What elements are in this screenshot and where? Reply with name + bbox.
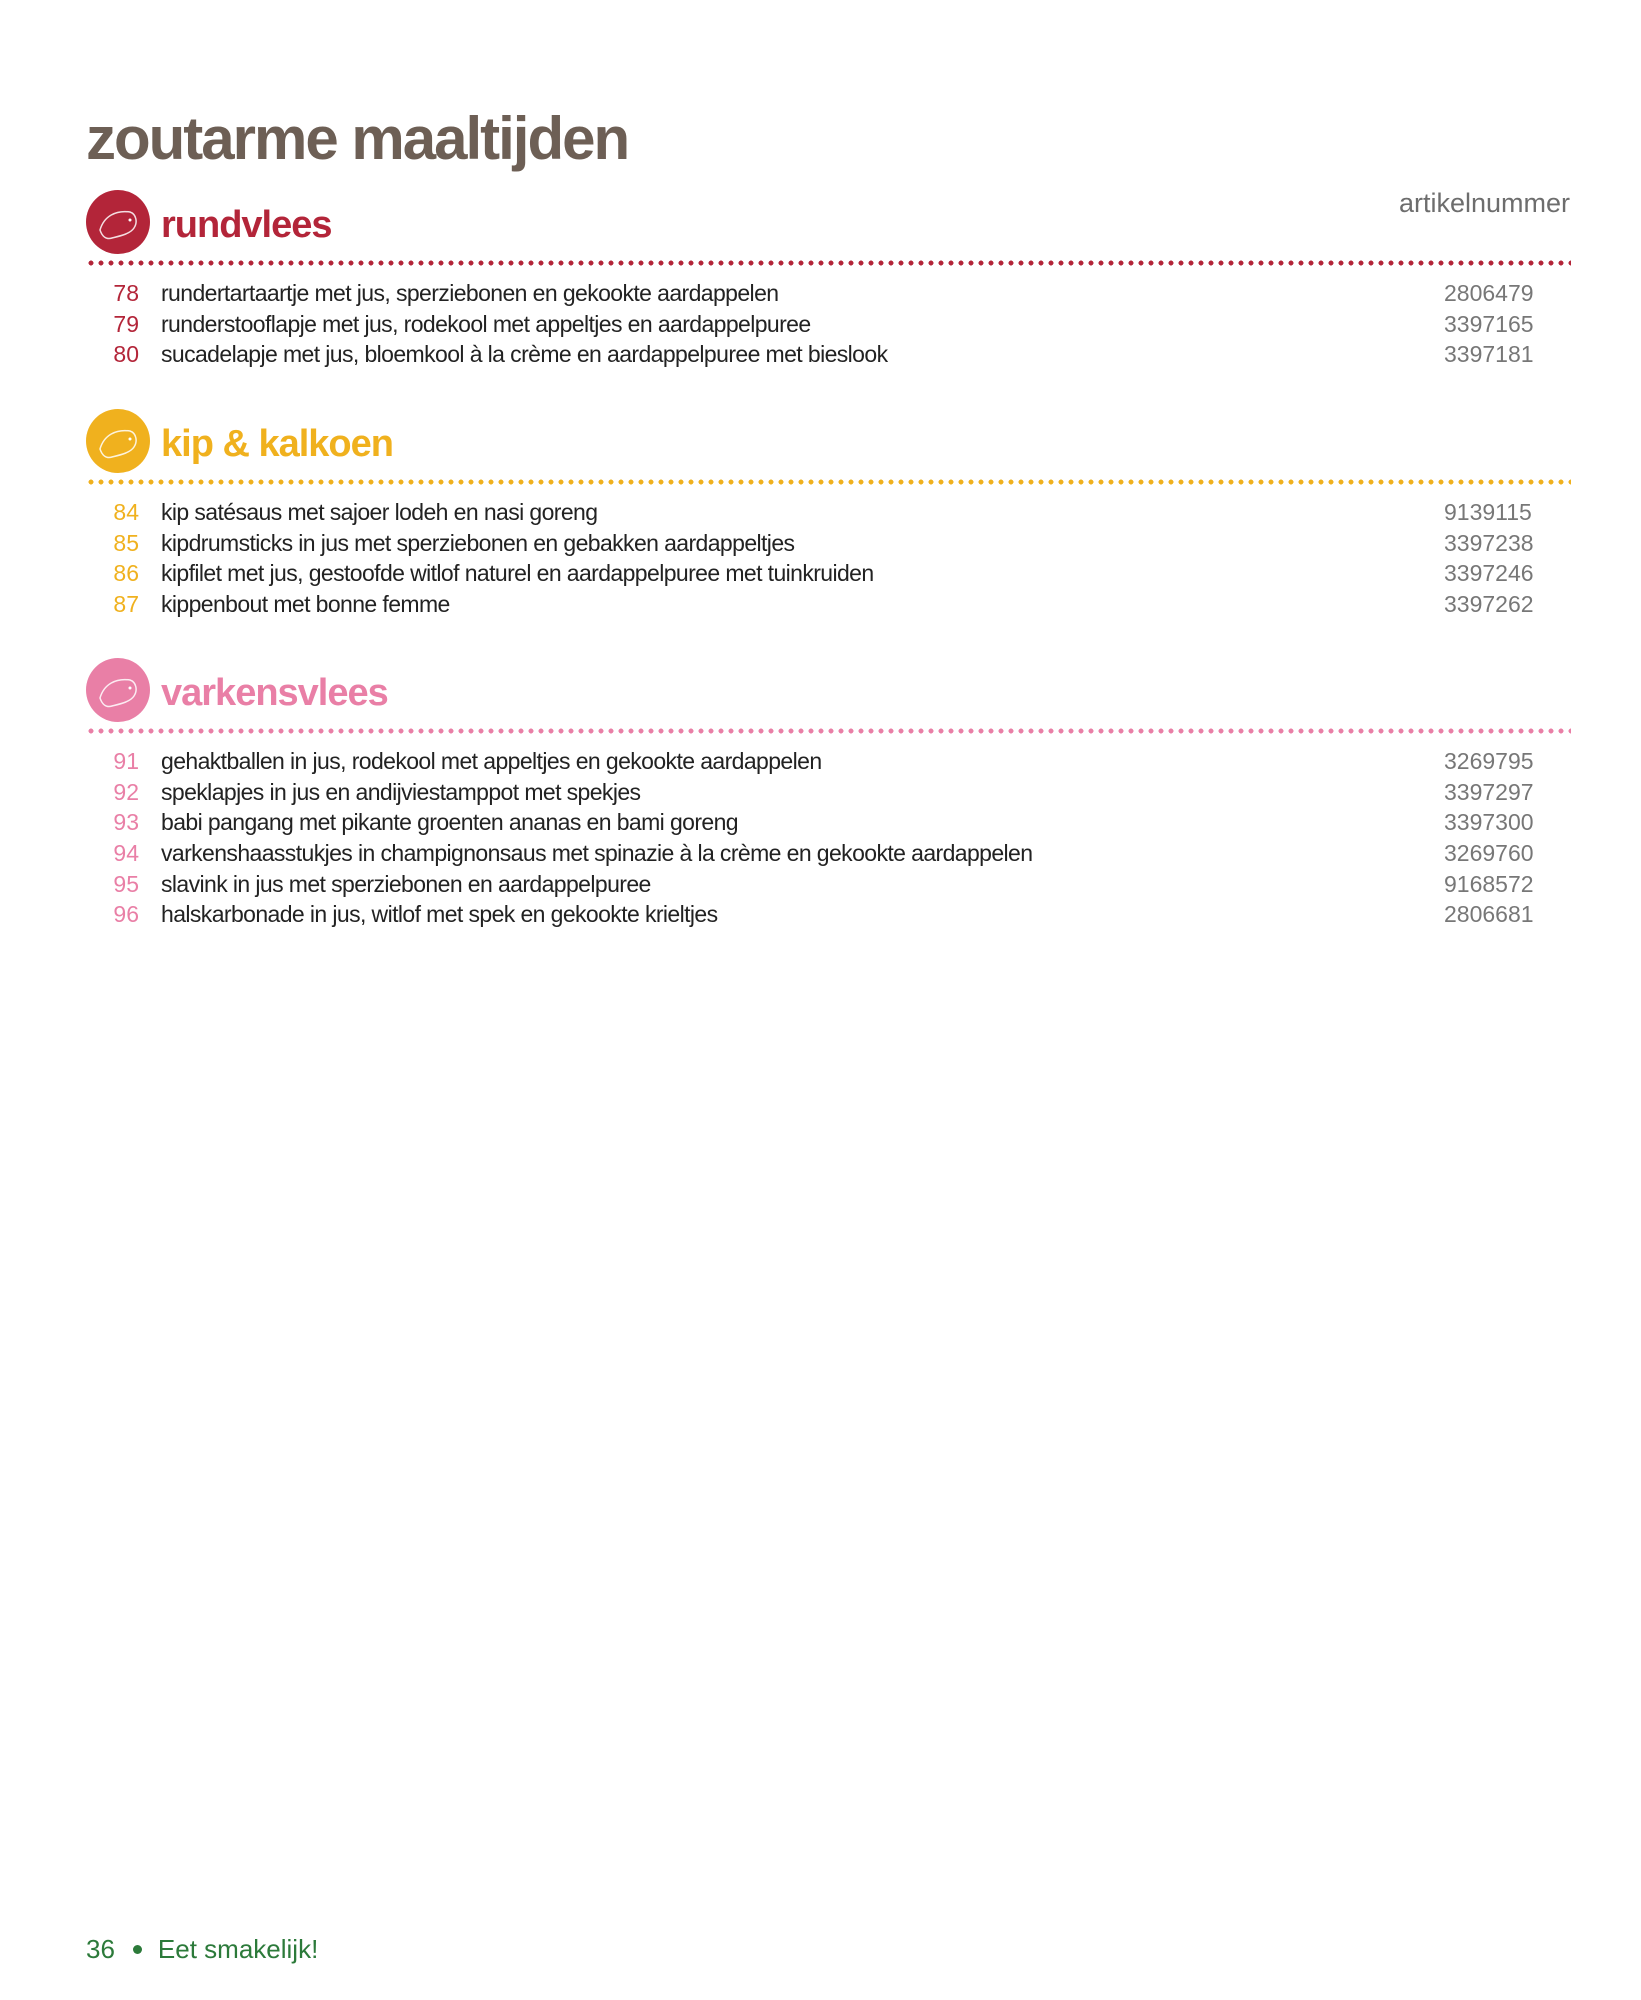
section-header	[86, 409, 1571, 473]
list-item	[86, 807, 1571, 838]
item-number: 92	[113, 778, 139, 805]
footer-text: Eet smakelijk!	[157, 1934, 319, 1964]
list-item	[86, 589, 1571, 620]
item-article-number: 9139115	[1444, 499, 1532, 525]
section-title: rundvlees	[161, 204, 332, 246]
item-description: kipfilet met jus, gestoofde witlof naturel en aardappelpuree met tuinkruiden	[161, 560, 874, 587]
list-item	[86, 869, 1571, 900]
item-description: gehaktballen in jus, rodekool met appeltjes en gekookte aardappelen	[161, 748, 822, 774]
item-number: 86	[113, 560, 139, 587]
item-article-number: 3397262	[1444, 591, 1534, 618]
item-number: 84	[113, 499, 139, 525]
item-description: kip satésaus met sajoer lodeh en nasi goreng	[161, 499, 598, 525]
item-description: sucadelapje met jus, bloemkool à la crème en aardappelpuree met bieslook	[161, 341, 888, 368]
item-description: kippenbout met bonne femme	[161, 591, 450, 618]
bullet-icon	[133, 1945, 142, 1954]
dotted-divider	[86, 728, 1571, 734]
section-cow	[86, 190, 1571, 370]
section-header	[86, 658, 1571, 722]
item-article-number: 3397297	[1444, 778, 1534, 805]
dotted-divider	[86, 479, 1571, 485]
item-article-number: 3397181	[1444, 341, 1534, 368]
section-chicken	[86, 409, 1571, 620]
item-article-number: 2806479	[1444, 280, 1534, 306]
list-item	[86, 339, 1571, 370]
section-title: kip & kalkoen	[161, 423, 393, 465]
section-header	[86, 190, 1571, 254]
item-description: kipdrumsticks in jus met sperziebonen en gebakken aardappeltjes	[161, 529, 795, 556]
item-number: 80	[113, 341, 139, 368]
dotted-divider	[86, 260, 1571, 266]
list-item	[86, 497, 1571, 528]
item-description: babi pangang met pikante groenten ananas en bami goreng	[161, 809, 738, 836]
item-number: 95	[113, 870, 139, 897]
page-title: zoutarme maaltijden	[86, 105, 629, 172]
item-number: 78	[113, 280, 139, 306]
item-number: 93	[113, 809, 139, 836]
item-article-number: 3397300	[1444, 809, 1534, 836]
list-item	[86, 838, 1571, 869]
list-item	[86, 278, 1571, 309]
item-description: speklapjes in jus en andijviestamppot met spekjes	[161, 778, 641, 805]
item-description: slavink in jus met sperziebonen en aardappelpuree	[161, 870, 651, 897]
item-number: 91	[113, 748, 139, 774]
list-item	[86, 746, 1571, 777]
list-item	[86, 558, 1571, 589]
item-article-number: 3269760	[1444, 840, 1534, 867]
chicken-icon	[86, 409, 150, 473]
article-number-header: artikelnummer	[1398, 188, 1570, 218]
item-description: rundertartaartje met jus, sperziebonen en gekookte aardappelen	[161, 280, 779, 306]
item-article-number: 3397238	[1444, 529, 1534, 556]
pig-icon	[86, 658, 150, 722]
item-article-number: 3397165	[1444, 310, 1534, 337]
item-number: 79	[113, 310, 139, 337]
list-item	[86, 899, 1571, 930]
list-item	[86, 777, 1571, 808]
item-article-number: 9168572	[1444, 870, 1534, 897]
item-number: 87	[113, 591, 139, 618]
item-description: halskarbonade in jus, witlof met spek en gekookte krieltjes	[161, 901, 718, 928]
item-description: runderstooflapje met jus, rodekool met appeltjes en aardappelpuree	[161, 310, 811, 337]
item-article-number: 3269795	[1444, 748, 1534, 774]
list-item	[86, 528, 1571, 559]
section-pig	[86, 658, 1571, 930]
cow-icon	[86, 190, 150, 254]
page-footer	[86, 1934, 318, 1965]
item-number: 85	[113, 529, 139, 556]
item-number: 94	[113, 840, 139, 867]
section-title: varkensvlees	[161, 672, 388, 714]
item-description: varkenshaasstukjes in champignonsaus met spinazie à la crème en gekookte aardappelen	[161, 840, 1033, 867]
item-article-number: 2806681	[1444, 901, 1534, 928]
item-article-number: 3397246	[1444, 560, 1534, 587]
item-number: 96	[113, 901, 139, 928]
list-item	[86, 309, 1571, 340]
page-number: 36	[86, 1934, 115, 1964]
